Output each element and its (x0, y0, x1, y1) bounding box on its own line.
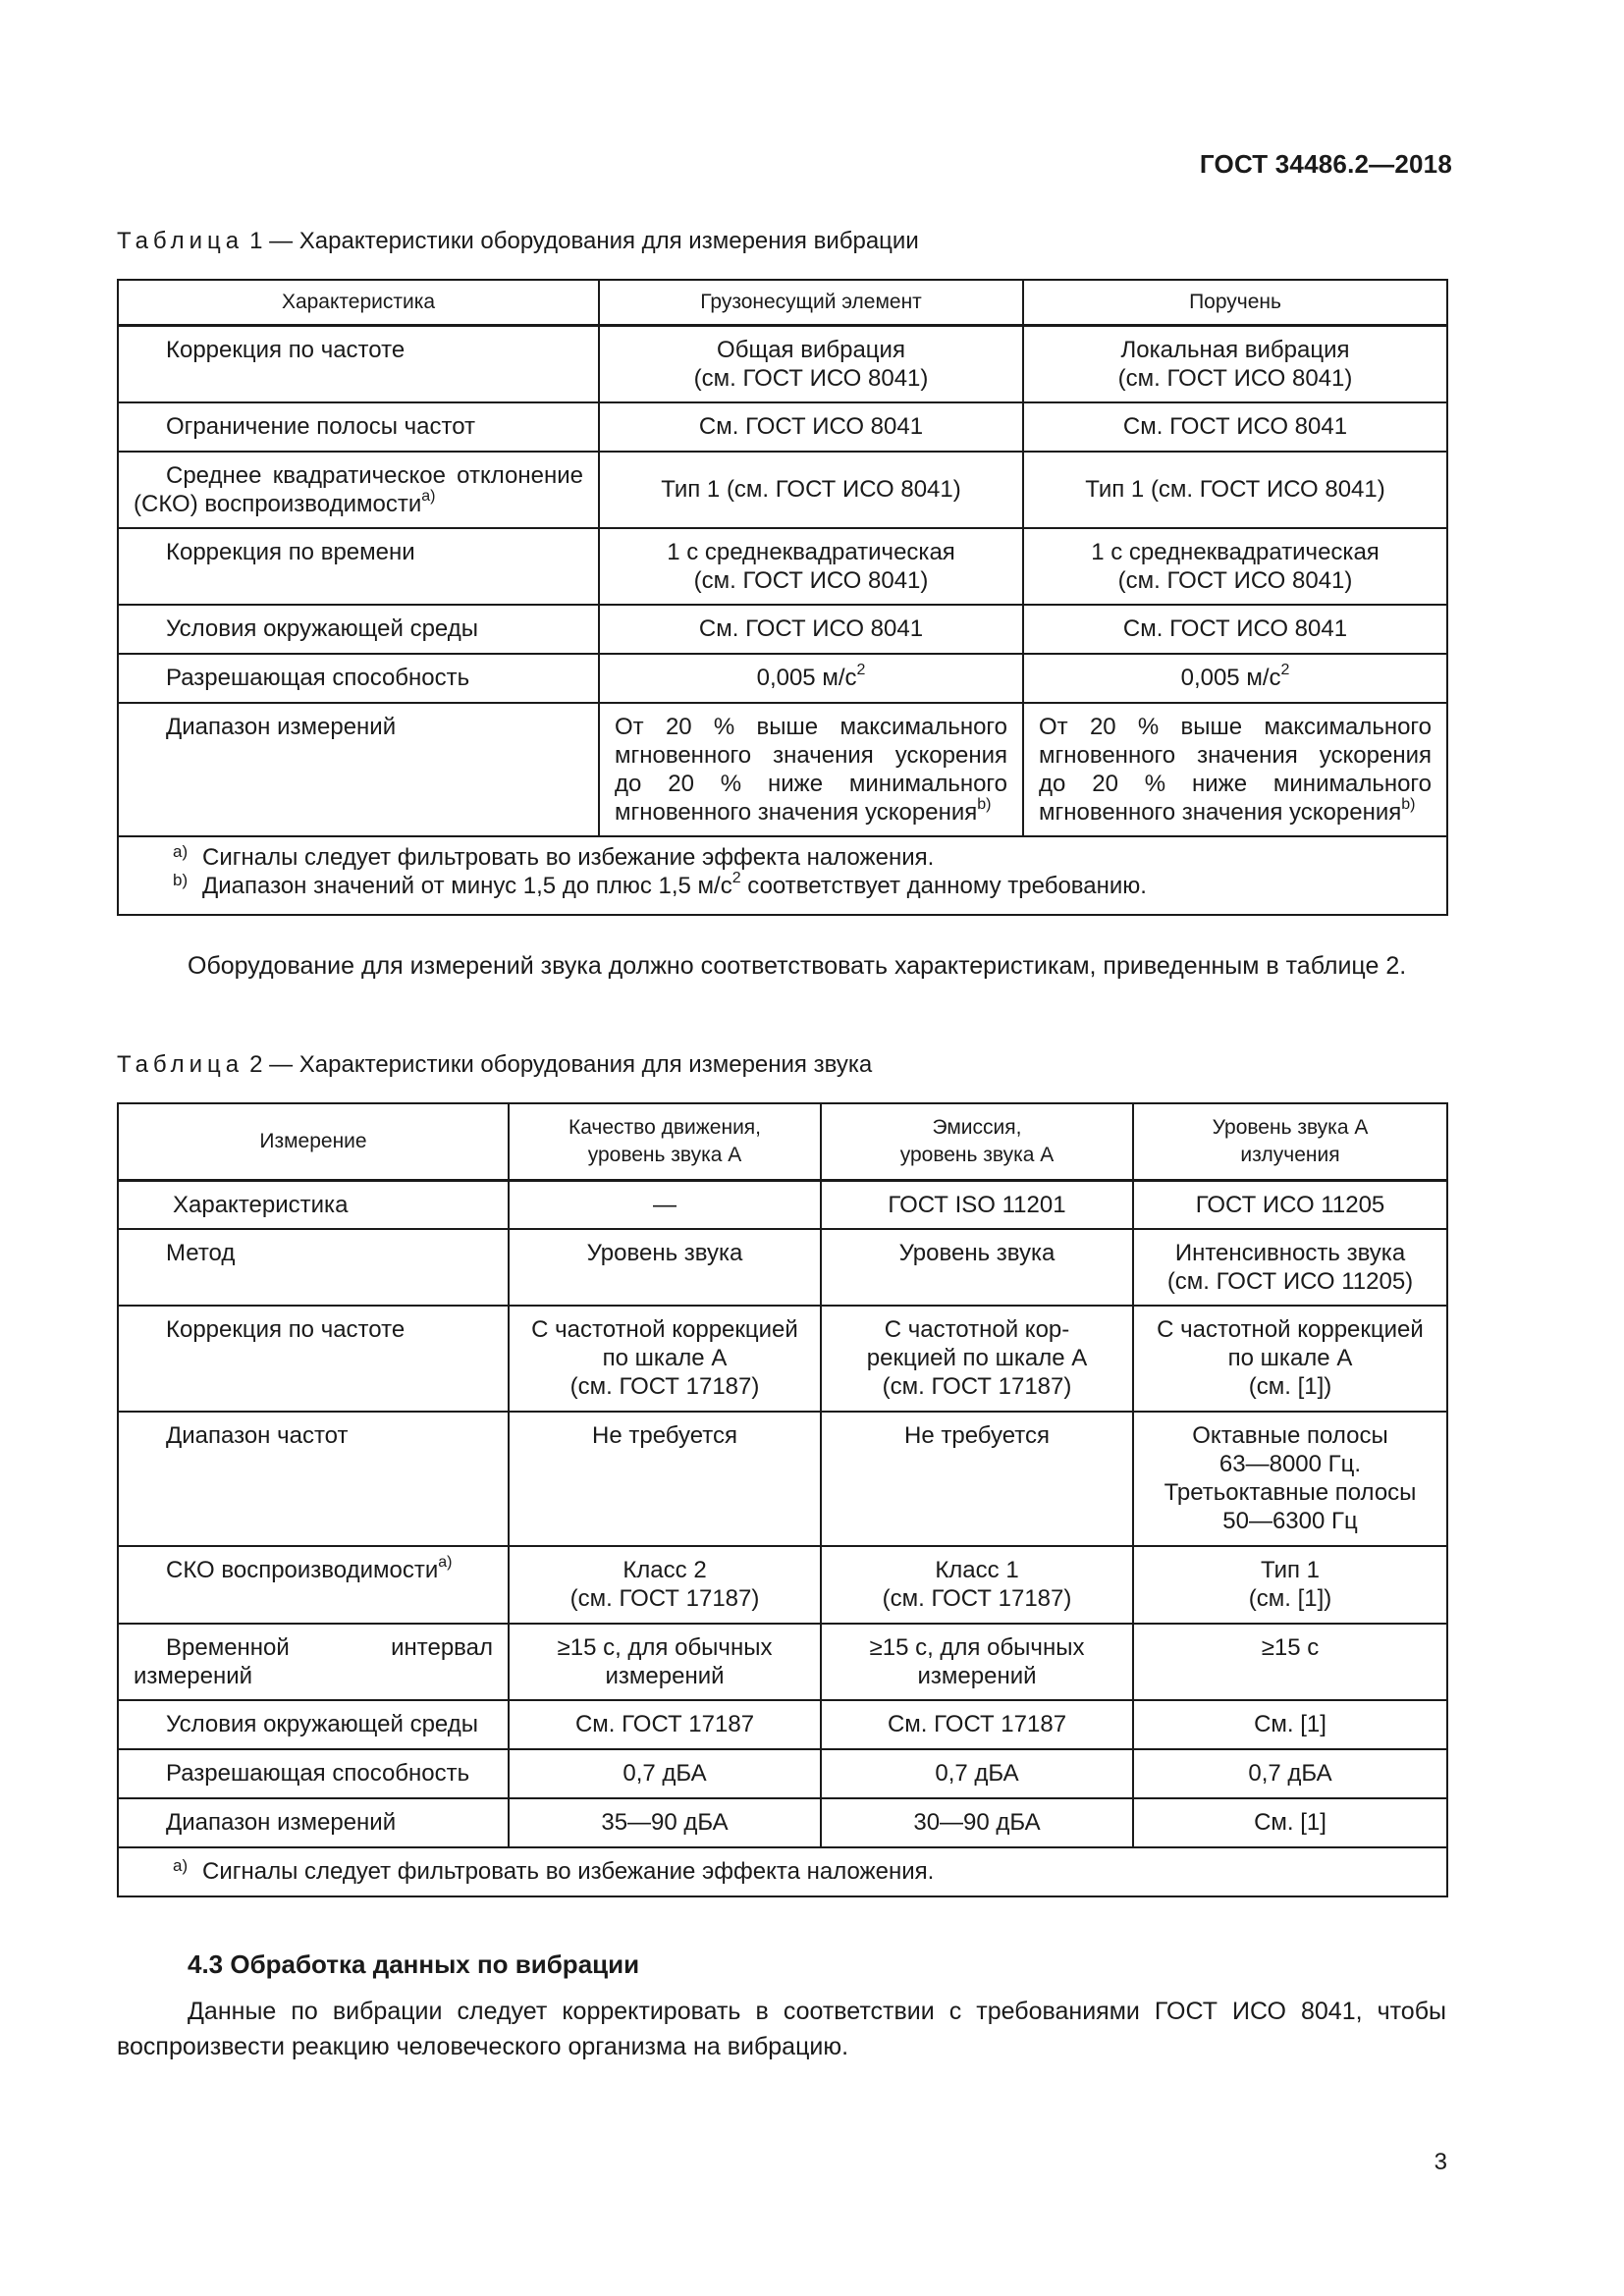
table-cell: 1 с среднеквадратическая (см. ГОСТ ИСО 8041) (1023, 528, 1447, 605)
table2-caption-text: 2 — Характеристики оборудования для измерения звука (249, 1051, 873, 1078)
sound-equipment-table (117, 1102, 1448, 1897)
table-cell: См. ГОСТ ИСО 8041 (1023, 402, 1447, 452)
table2-caption-word: Таблица (117, 1051, 244, 1078)
table-cell: Общая вибрация (см. ГОСТ ИСО 8041) (599, 325, 1023, 402)
row-label: Ограничение полосы частот (118, 402, 599, 452)
row-label: Характеристика (118, 1180, 509, 1229)
table-row (118, 605, 1447, 654)
table-notes (118, 1847, 1447, 1896)
table1-caption-word: Таблица (117, 228, 244, 254)
table-cell: Тип 1 (см. ГОСТ ИСО 8041) (599, 452, 1023, 528)
table-row (118, 1798, 1447, 1847)
table-notes-row (118, 1847, 1447, 1896)
table-cell: 0,7 дБА (509, 1749, 821, 1798)
table-cell: Локальная вибрация (см. ГОСТ ИСО 8041) (1023, 325, 1447, 402)
table-cell: — (509, 1180, 821, 1229)
table-cell: Интенсивность звука (см. ГОСТ ИСО 11205) (1133, 1229, 1447, 1306)
table-cell: ГОСТ ИСО 11205 (1133, 1180, 1447, 1229)
table-cell: От 20 % выше максимального мгновенного значения ускорения до 20 % ниже минимального мгновенного значения ускорения$^{b)}$ (1023, 703, 1447, 836)
footnote: b) Диапазон значений от минус 1,5 до плюс 1,5 $м/с^2$ соответствует данному требованию. (173, 869, 1147, 899)
table-cell: Тип 1 (см. [1]) (1133, 1546, 1447, 1624)
row-label: Коррекция по времени (118, 528, 599, 605)
table-notes (118, 836, 1447, 915)
table-row (118, 402, 1447, 452)
table-cell: С частотной коррекцией по шкале А (см. ГОСТ 17187) (509, 1306, 821, 1412)
table-cell: См. ГОСТ ИСО 8041 (599, 402, 1023, 452)
table-cell: Класс 2 (см. ГОСТ 17187) (509, 1546, 821, 1624)
table-cell: 30—90 дБА (821, 1798, 1133, 1847)
paragraph: Данные по вибрации следует корректировать в соответствии с требованиями ГОСТ ИСО 8041, чтобы воспроизвести реакцию человеческого организма на вибрацию. (117, 1998, 1446, 2060)
table-cell: См. ГОСТ ИСО 8041 (599, 605, 1023, 654)
table-cell: См. ГОСТ 17187 (509, 1700, 821, 1749)
row-label: Коррекция по частоте (118, 1306, 509, 1412)
table-row (118, 1412, 1447, 1546)
row-label: Временной интервал измерений (118, 1624, 509, 1700)
row-label: Разрешающая способность (118, 654, 599, 703)
table-row (118, 1624, 1447, 1700)
table-cell: Не требуется (821, 1412, 1133, 1546)
table-row (118, 452, 1447, 528)
table-cell: Не требуется (509, 1412, 821, 1546)
paragraph: Оборудование для измерений звука должно соответствовать характеристикам, приведенным в таблице 2. (188, 952, 1407, 980)
table-cell: Тип 1 (см. ГОСТ ИСО 8041) (1023, 452, 1447, 528)
table-header-cell: Измерение (118, 1103, 509, 1180)
table-header-cell: Грузонесущий элемент (599, 280, 1023, 325)
row-label: Диапазон измерений (118, 1798, 509, 1847)
table-cell: ГОСТ ISO 11201 (821, 1180, 1133, 1229)
table-row (118, 1546, 1447, 1624)
row-label: Диапазон измерений (118, 703, 599, 836)
footnote: a) Сигналы следует фильтровать во избежание эффекта наложения. (173, 841, 935, 871)
table-cell: 1 с среднеквадратическая (см. ГОСТ ИСО 8041) (599, 528, 1023, 605)
table-cell: С частотной коррекцией по шкале А (см. [1]) (1133, 1306, 1447, 1412)
table-cell: 0,005 $м/с^2$ (1023, 654, 1447, 703)
table-row (118, 1749, 1447, 1798)
row-label: Коррекция по частоте (118, 325, 599, 402)
table-cell: См. [1] (1133, 1700, 1447, 1749)
table-cell: ≥15 с, для обычных измерений (509, 1624, 821, 1700)
document-code-header: ГОСТ 34486.2—2018 (1199, 149, 1452, 179)
table-cell: Уровень звука (821, 1229, 1133, 1306)
row-label: Условия окружающей среды (118, 605, 599, 654)
row-label: СКО воспроизводимости$^{a)}$ (118, 1546, 509, 1624)
row-label: Разрешающая способность (118, 1749, 509, 1798)
table-row (118, 654, 1447, 703)
table-cell: 0,7 дБА (1133, 1749, 1447, 1798)
table-cell: Уровень звука (509, 1229, 821, 1306)
footnote: a) Сигналы следует фильтровать во избежание эффекта наложения. (173, 1855, 935, 1885)
table-cell: Октавные полосы 63—8000 Гц. Третьоктавные полосы 50—6300 Гц (1133, 1412, 1447, 1546)
table-cell: ≥15 с (1133, 1624, 1447, 1700)
table-row (118, 1180, 1447, 1229)
table-header-cell: Качество движения, уровень звука А (509, 1103, 821, 1180)
row-label: Диапазон частот (118, 1412, 509, 1546)
table-header-cell: Характеристика (118, 280, 599, 325)
table-cell: См. ГОСТ 17187 (821, 1700, 1133, 1749)
section-heading: 4.3 Обработка данных по вибрации (188, 1949, 640, 1979)
table-header-cell: Поручень (1023, 280, 1447, 325)
table2-caption (117, 1051, 872, 1079)
table1-caption (117, 228, 919, 255)
table-cell: От 20 % выше максимального мгновенного значения ускорения до 20 % ниже минимального мгновенного значения ускорения$^{b)}$ (599, 703, 1023, 836)
vibration-equipment-table (117, 279, 1448, 916)
table-header-cell: Уровень звука А излучения (1133, 1103, 1447, 1180)
table-cell: 0,005 $м/с^2$ (599, 654, 1023, 703)
table-row (118, 703, 1447, 836)
table-cell: См. ГОСТ ИСО 8041 (1023, 605, 1447, 654)
table-row (118, 1306, 1447, 1412)
table-cell: См. [1] (1133, 1798, 1447, 1847)
table-header-cell: Эмиссия, уровень звука А (821, 1103, 1133, 1180)
table-cell: Класс 1 (см. ГОСТ 17187) (821, 1546, 1133, 1624)
table-row (118, 1700, 1447, 1749)
row-label: Среднее квадратическое отклонение (СКО) воспроизводимости$^{a)}$ (118, 452, 599, 528)
table-header-row (118, 280, 1447, 325)
page-number: 3 (1434, 2149, 1447, 2175)
table-cell: 35—90 дБА (509, 1798, 821, 1847)
table-header-row (118, 1103, 1447, 1180)
row-label: Условия окружающей среды (118, 1700, 509, 1749)
row-label: Метод (118, 1229, 509, 1306)
table-cell: С частотной кор- рекцией по шкале А (см. ГОСТ 17187) (821, 1306, 1133, 1412)
table-row (118, 325, 1447, 402)
table-cell: ≥15 с, для обычных измерений (821, 1624, 1133, 1700)
table-row (118, 1229, 1447, 1306)
table-notes-row (118, 836, 1447, 915)
table-row (118, 528, 1447, 605)
table-cell: 0,7 дБА (821, 1749, 1133, 1798)
table1-caption-text: 1 — Характеристики оборудования для измерения вибрации (249, 228, 919, 254)
